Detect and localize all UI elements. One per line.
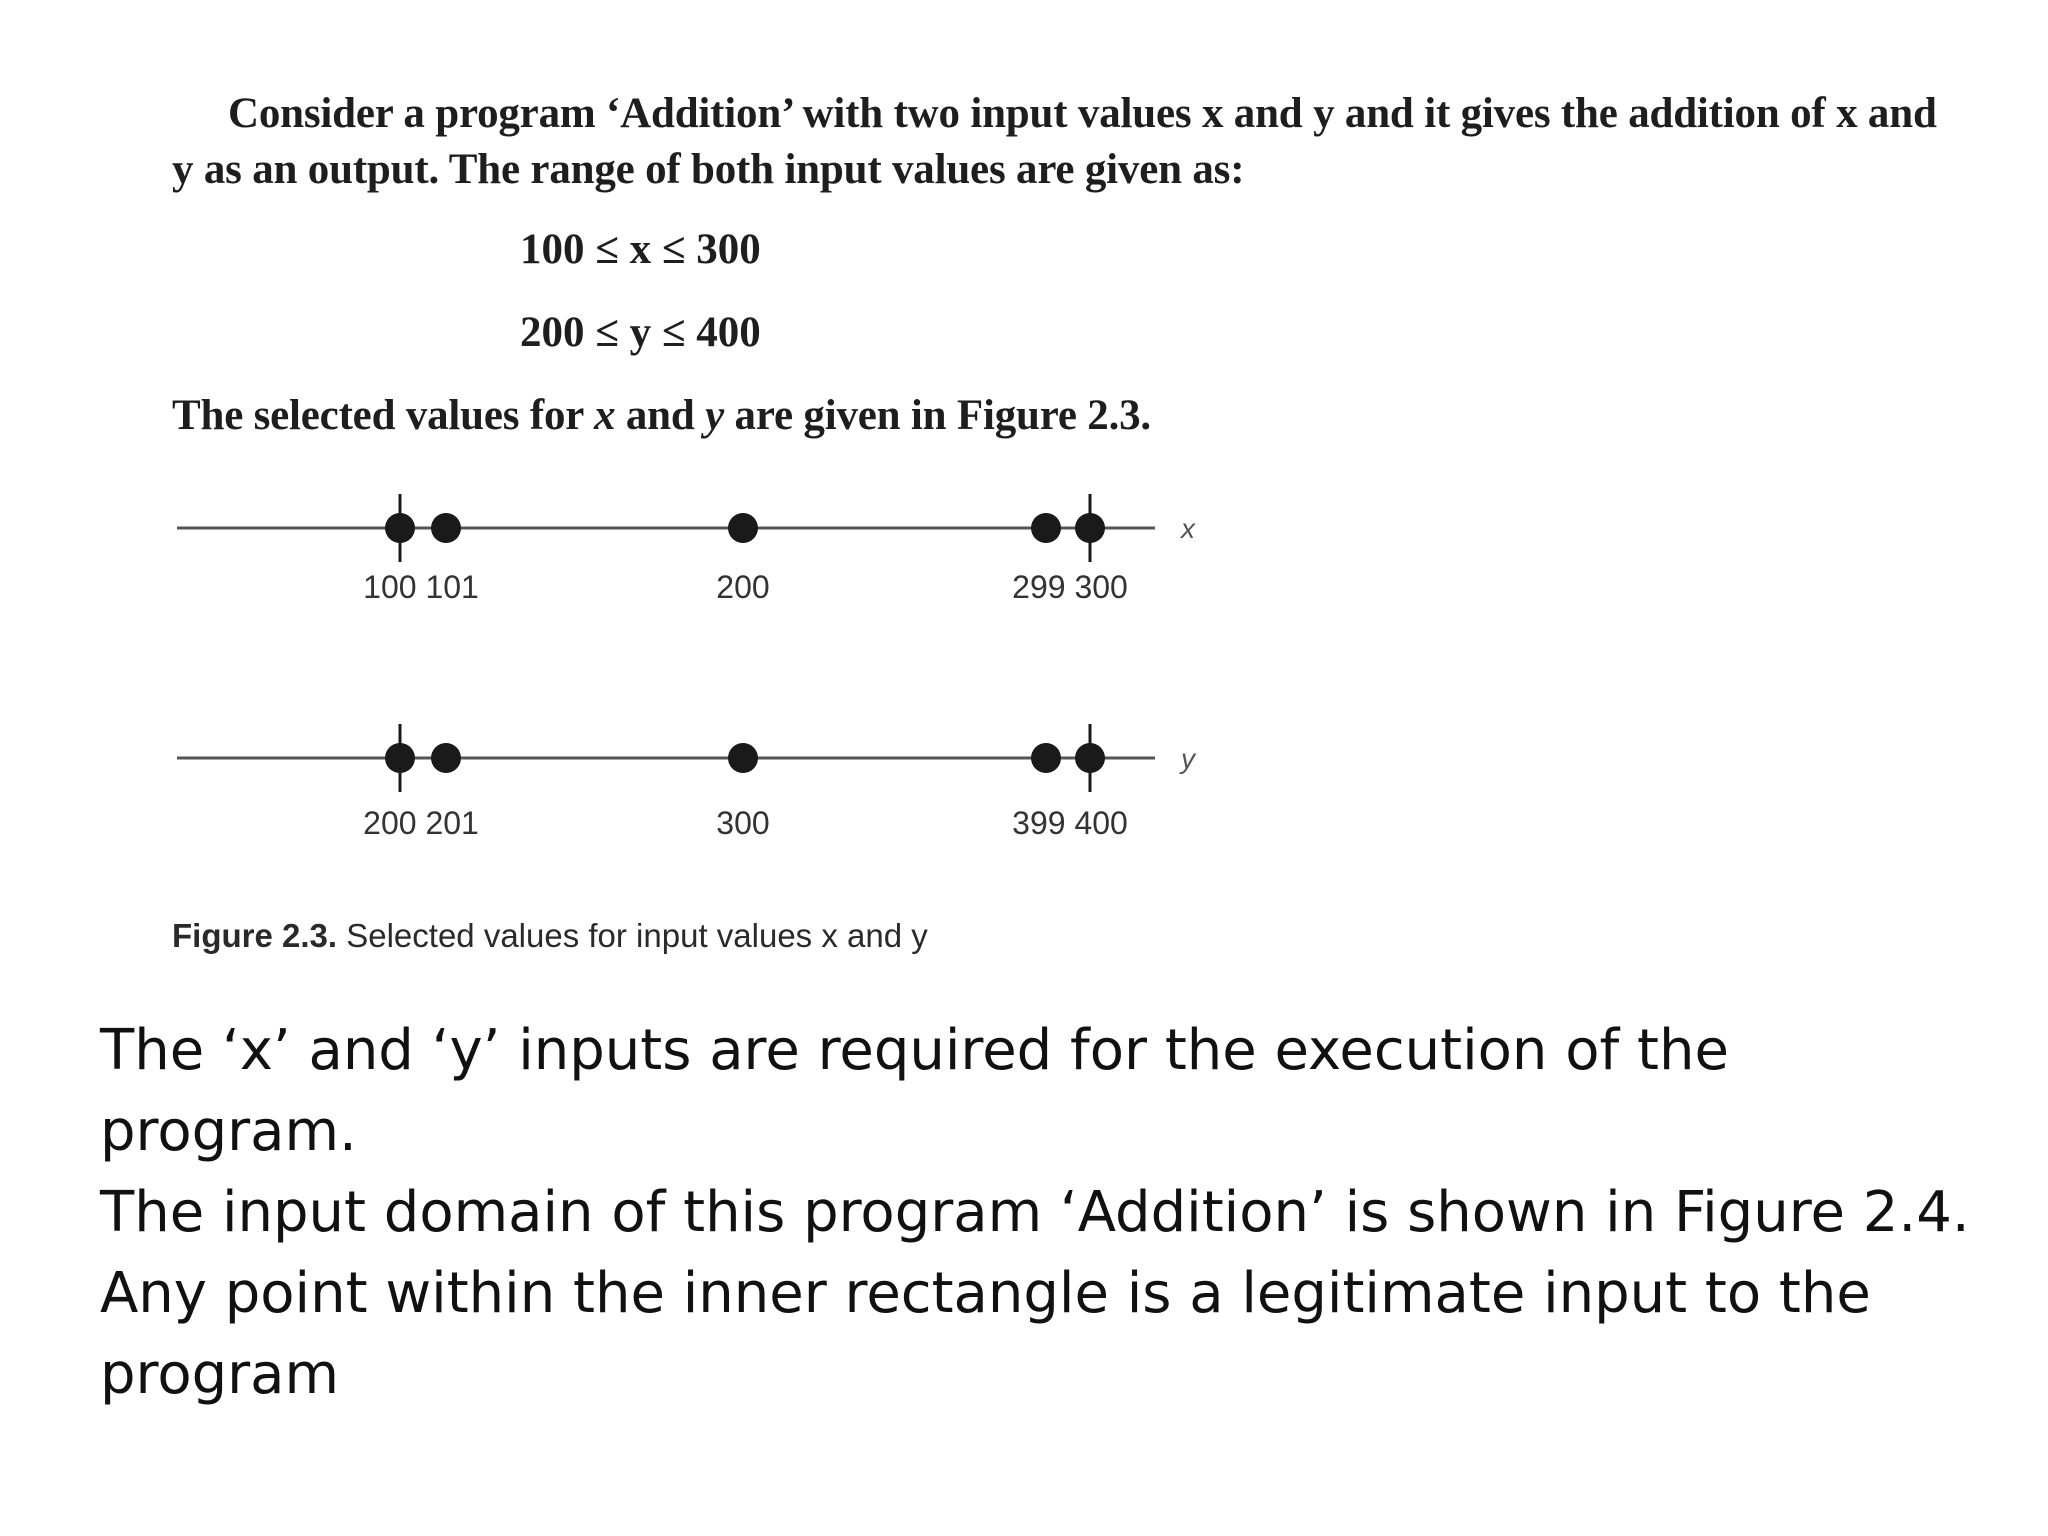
selected-var-x: x	[593, 392, 616, 439]
selected-text-after: are given in Figure 2.3.	[724, 392, 1151, 439]
body-paragraph-2: The input domain of this program ‘Addition’ is shown in Figure 2.4.	[100, 1180, 1970, 1245]
figure-caption	[172, 917, 928, 955]
body-paragraph-1: The ‘x’ and ‘y’ inputs are required for the execution of the program.	[100, 1018, 1729, 1164]
point-x-200	[728, 513, 758, 543]
tick-label-y-2: 399 400	[1012, 805, 1128, 841]
tick-label-y-0: 200 201	[363, 805, 479, 841]
point-y-201	[431, 743, 461, 773]
point-y-399	[1031, 743, 1061, 773]
point-x-100	[385, 513, 415, 543]
point-x-101	[431, 513, 461, 543]
inequality-x: 100 ≤ x ≤ 300	[520, 226, 761, 273]
tick-label-x-1: 200	[716, 569, 770, 605]
selected-var-y: y	[705, 392, 724, 439]
selected-text-before: The selected values for	[172, 392, 594, 439]
intro-paragraph: Consider a program ‘Addition’ with two input values x and y and it gives the addition of x and y as an output. The range of both input values are given as:	[172, 90, 1937, 193]
tick-label-x-2: 299 300	[1012, 569, 1128, 605]
axis-label-x: x	[1181, 513, 1195, 544]
body-text	[100, 1010, 2000, 1415]
point-x-299	[1031, 513, 1061, 543]
point-y-300	[728, 743, 758, 773]
figure-caption-text: Selected values for input values x and y	[337, 917, 928, 954]
selected-text-middle: and	[615, 392, 706, 439]
body-paragraph-3: Any point within the inner rectangle is a legitimate input to the program	[100, 1261, 1871, 1407]
tick-label-y-1: 300	[716, 805, 770, 841]
figure-caption-label: Figure 2.3.	[172, 917, 338, 954]
inequality-y: 200 ≤ y ≤ 400	[520, 309, 761, 356]
point-y-400	[1075, 743, 1105, 773]
axis-label-y: y	[1181, 743, 1195, 774]
point-y-200	[385, 743, 415, 773]
point-x-300	[1075, 513, 1105, 543]
tick-label-x-0: 100 101	[363, 569, 479, 605]
